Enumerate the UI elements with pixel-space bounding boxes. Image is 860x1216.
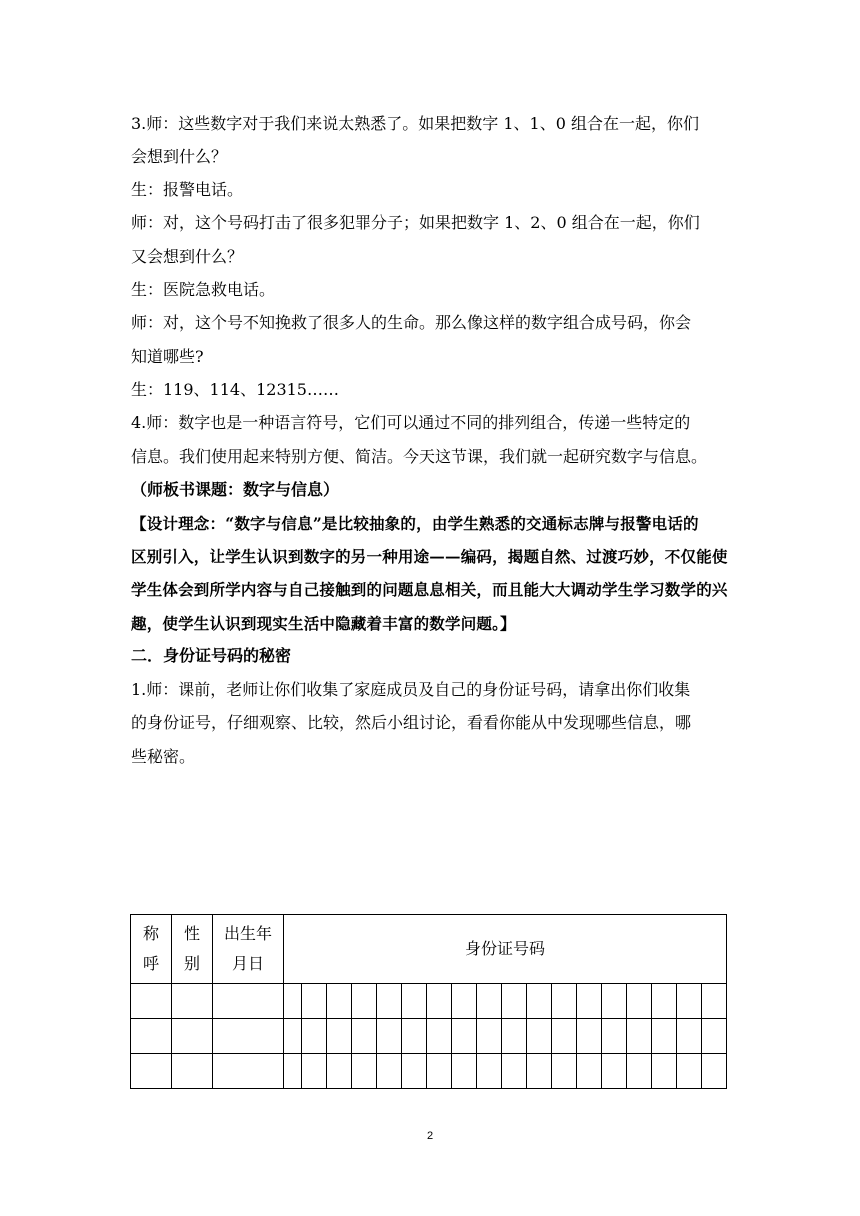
digit-cell[interactable] (702, 984, 727, 1019)
line-4: 师：对，这个号码打击了很多犯罪分子；如果把数字 1、2、0 组合在一起，你们 (131, 213, 700, 232)
header-cell-gender-b: 别 (183, 954, 200, 973)
digit-cell[interactable] (477, 1019, 502, 1054)
header-cell-gender-a: 性 (183, 924, 200, 943)
digit-cell[interactable] (602, 1054, 627, 1089)
digit-cell[interactable] (302, 1054, 327, 1089)
digit-cell[interactable] (377, 1054, 402, 1089)
digit-cell[interactable] (477, 984, 502, 1019)
digit-cell[interactable] (427, 1054, 452, 1089)
digit-cell[interactable] (627, 984, 652, 1019)
digit-cell[interactable] (302, 1019, 327, 1054)
line-5: 又会想到什么？ (131, 247, 244, 266)
table-cell[interactable] (172, 984, 213, 1019)
line-11: 信息。我们使用起来特别方便、简洁。今天这节课，我们就一起研究数字与信息。 (131, 447, 708, 466)
digit-cell[interactable] (677, 984, 702, 1019)
line-8: 知道哪些? (131, 347, 204, 366)
digit-cell[interactable] (577, 984, 602, 1019)
digit-cell[interactable] (652, 1019, 677, 1054)
table-cell[interactable] (172, 1054, 213, 1089)
line-3: 生：报警电话。 (131, 180, 244, 199)
table-cell[interactable] (131, 1054, 172, 1089)
page-number: 2 (426, 1130, 434, 1142)
digit-cell[interactable] (452, 1054, 477, 1089)
header-cell-birthdate (213, 915, 284, 984)
line-9: 生：119、114、12315…… (131, 380, 339, 399)
section-line-1: 1.师：课前，老师让你们收集了家庭成员及自己的身份证号码，请拿出你们收集 (131, 680, 691, 699)
design-note-line-3: 学生体会到所学内容与自己接触到的问题息息相关，而且能大大调动学生学习数学的兴 (131, 580, 728, 599)
digit-cell[interactable] (602, 1019, 627, 1054)
line-2: 会想到什么？ (131, 147, 228, 166)
digit-cell[interactable] (627, 1054, 652, 1089)
header-cell-title-b: 呼 (142, 954, 159, 973)
digit-cell[interactable] (502, 1054, 527, 1089)
digit-cell[interactable] (577, 1019, 602, 1054)
design-note-line-4: 趣，使学生认识到现实生活中隐藏着丰富的数学问题。】 (131, 614, 516, 633)
digit-cell[interactable] (427, 1019, 452, 1054)
digit-cell[interactable] (477, 1054, 502, 1089)
section-line-2: 的身份证号，仔细观察、比较，然后小组讨论，看看你能从中发现哪些信息，哪 (131, 713, 692, 732)
table-row (131, 1054, 727, 1089)
digit-cell[interactable] (627, 1019, 652, 1054)
line-7: 师：对，这个号不知挽救了很多人的生命。那么像这样的数字组合成号码，你会 (131, 313, 692, 332)
digit-cell[interactable] (502, 984, 527, 1019)
table-cell[interactable] (131, 1019, 172, 1054)
digit-cell[interactable] (402, 1054, 427, 1089)
digit-cell[interactable] (352, 1054, 377, 1089)
digit-cell[interactable] (402, 984, 427, 1019)
header-cell-title-a: 称 (142, 924, 159, 943)
digit-cell[interactable] (452, 984, 477, 1019)
header-cell-gender (172, 915, 213, 984)
line-10: 4.师：数字也是一种语言符号，它们可以通过不同的排列组合，传递一些特定的 (131, 413, 691, 432)
table-row (131, 984, 727, 1019)
table-cell[interactable] (172, 1019, 213, 1054)
digit-cell[interactable] (527, 984, 552, 1019)
digit-cell[interactable] (377, 1019, 402, 1054)
digit-cell[interactable] (702, 1019, 727, 1054)
digit-cell[interactable] (427, 984, 452, 1019)
design-note-line-2: 区别引入，让学生认识到数字的另一种用途——编码，揭题自然、过渡巧妙，不仅能使 (131, 547, 728, 566)
digit-cell[interactable] (284, 1054, 302, 1089)
digit-cell[interactable] (452, 1019, 477, 1054)
header-cell-id-number: 身份证号码 (284, 915, 727, 984)
header-cell-birthdate-a: 出生年 (223, 924, 272, 943)
digit-cell[interactable] (327, 984, 352, 1019)
design-note-line-1: 【设计理念：“数字与信息”是比较抽象的，由学生熟悉的交通标志牌与报警电话的 (131, 514, 699, 533)
header-cell-title (131, 915, 172, 984)
header-cell-birthdate-b: 月日 (231, 954, 264, 973)
digit-cell[interactable] (284, 1019, 302, 1054)
board-title-line: （师板书课题：数字与信息） (131, 480, 340, 499)
digit-cell[interactable] (352, 1019, 377, 1054)
table-header-row (131, 915, 727, 984)
digit-cell[interactable] (577, 1054, 602, 1089)
table-cell[interactable] (131, 984, 172, 1019)
digit-cell[interactable] (552, 984, 577, 1019)
digit-cell[interactable] (402, 1019, 427, 1054)
digit-cell[interactable] (552, 1054, 577, 1089)
digit-cell[interactable] (702, 1054, 727, 1089)
section-line-3: 些秘密。 (131, 747, 196, 766)
digit-cell[interactable] (352, 984, 377, 1019)
digit-cell[interactable] (527, 1019, 552, 1054)
digit-cell[interactable] (652, 984, 677, 1019)
digit-cell[interactable] (677, 1019, 702, 1054)
table-row (131, 1019, 727, 1054)
line-1: 3.师：这些数字对于我们来说太熟悉了。如果把数字 1、1、0 组合在一起，你们 (131, 114, 699, 133)
digit-cell[interactable] (527, 1054, 552, 1089)
table-cell[interactable] (213, 1054, 284, 1089)
line-6: 生：医院急救电话。 (131, 280, 276, 299)
digit-cell[interactable] (677, 1054, 702, 1089)
digit-cell[interactable] (302, 984, 327, 1019)
table-cell[interactable] (213, 1019, 284, 1054)
digit-cell[interactable] (502, 1019, 527, 1054)
table-cell[interactable] (213, 984, 284, 1019)
digit-cell[interactable] (602, 984, 627, 1019)
section-heading: 二．身份证号码的秘密 (131, 646, 292, 665)
digit-cell[interactable] (377, 984, 402, 1019)
digit-cell[interactable] (552, 1019, 577, 1054)
digit-cell[interactable] (284, 984, 302, 1019)
digit-cell[interactable] (652, 1054, 677, 1089)
digit-cell[interactable] (327, 1019, 352, 1054)
digit-cell[interactable] (327, 1054, 352, 1089)
id-number-table (130, 914, 727, 1089)
